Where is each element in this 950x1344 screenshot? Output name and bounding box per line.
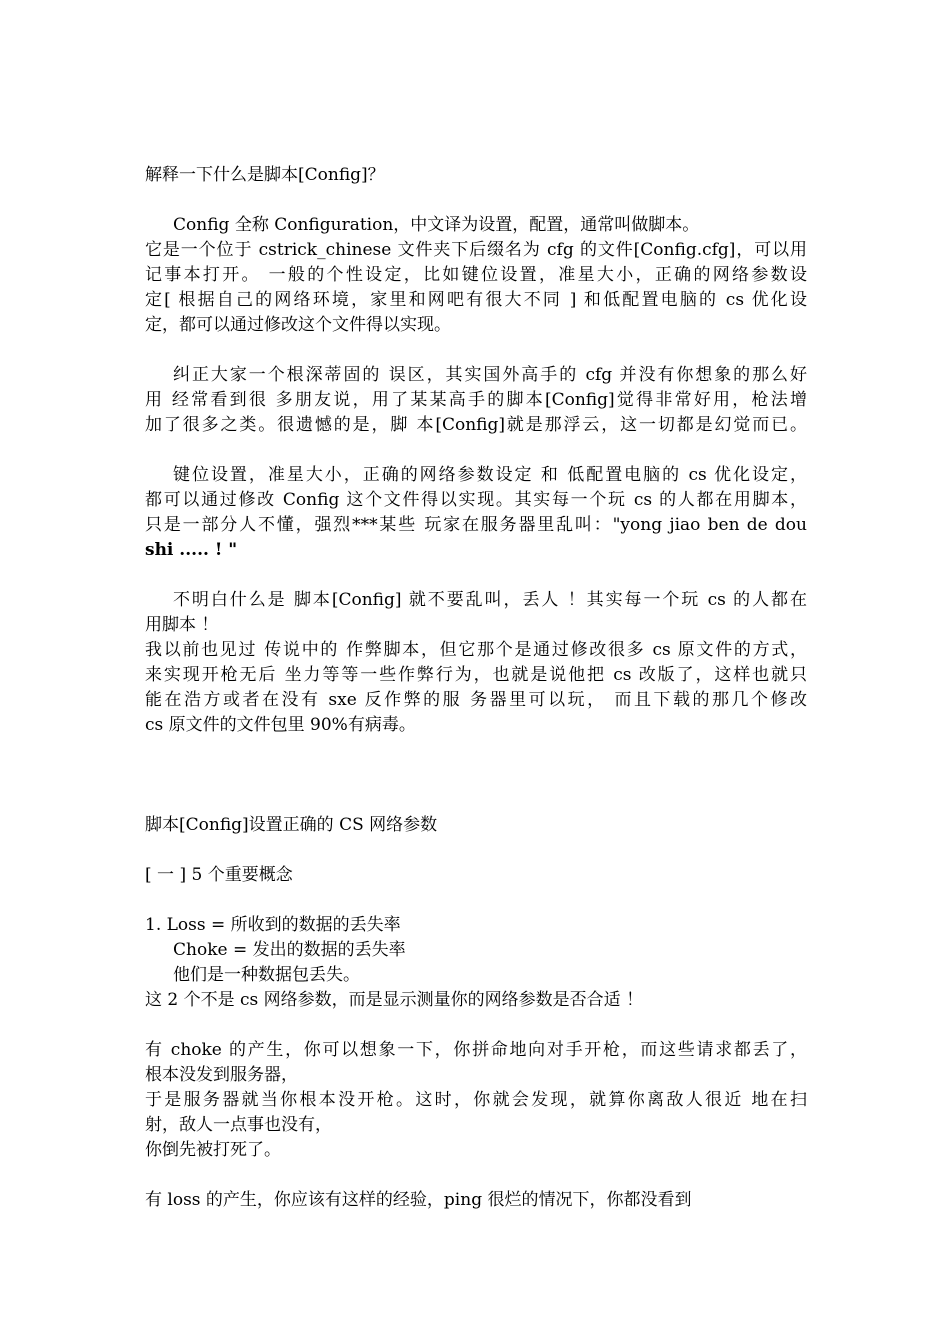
paragraph-line: 根本没发到服务器， <box>145 1065 298 1085</box>
paragraph-line: cs 原文件的文件包里 90%有病毒。 <box>145 715 416 735</box>
paragraph-line: 有 choke 的产生，你可以想象一下，你拼命地向对手开枪，而这些请求都丢了， <box>145 1040 807 1060</box>
paragraph-line: 来实现开枪无后 坐力等等一些作弊行为，也就是说他把 cs 改版了，这样也就只 <box>145 665 807 685</box>
paragraph-line: 键位设置，准星大小，正确的网络参数设定 和 低配置电脑的 cs 优化设定， <box>173 465 807 485</box>
paragraph-line: 于是服务器就当你根本没开枪。这时，你就会发现，就算你离敌人很近 地在扫 <box>145 1090 807 1110</box>
document-page <box>145 0 810 1344</box>
paragraph-line: 你倒先被打死了。 <box>145 1140 281 1160</box>
paragraph-line: 都可以通过修改 Config 这个文件得以实现。其实每一个玩 cs 的人都在用脚本， <box>145 490 807 510</box>
list-item-line: 这 2 个不是 cs 网络参数，而是显示测量你的网络参数是否合适 ！ <box>145 990 644 1010</box>
paragraph-line: 定，都可以通过修改这个文件得以实现。 <box>145 315 451 335</box>
paragraph-line: 用脚本 ！ <box>145 615 219 635</box>
paragraph-line: 加了很多之类。很遗憾的是，脚 本[Config]就是那浮云，这一切都是幻觉而已。 <box>145 415 807 435</box>
paragraph-line: 它是一个位于 cstrick_chinese 文件夹下后缀名为 cfg 的文件[Config.cfg]，可以用 <box>145 240 807 260</box>
paragraph-line: 定[ 根据自己的网络环境，家里和网吧有很大不同 ] 和低配置电脑的 cs 优化设 <box>145 290 807 310</box>
section-title: 脚本[Config]设置正确的 CS 网络参数 <box>145 815 438 835</box>
paragraph-line: 纠正大家一个根深蒂固的 误区，其实国外高手的 cfg 并没有你想象的那么好 <box>173 365 807 385</box>
paragraph-line: 射，敌人一点事也没有， <box>145 1115 332 1135</box>
paragraph-line: 只是一部分人不懂，强烈***某些 玩家在服务器里乱叫："yong jiao ben de dou <box>145 515 807 535</box>
paragraph-line: 不明白什么是 脚本[Config] 就不要乱叫，丢人 ！其实每一个玩 cs 的人都在 <box>173 590 807 610</box>
paragraph-line: Config 全称 Configuration，中文译为设置，配置，通常叫做脚本。 <box>173 215 700 235</box>
list-item: 1. Loss = 所收到的数据的丢失率 <box>145 915 401 935</box>
paragraph-line: 能在浩方或者在没有 sxe 反作弊的服 务器里可以玩， 而且下载的那几个修改 <box>145 690 807 710</box>
paragraph-line: 有 loss 的产生，你应该有这样的经验，ping 很烂的情况下，你都没看到 <box>145 1190 692 1210</box>
paragraph-line: 我以前也见过 传说中的 作弊脚本，但它那个是通过修改很多 cs 原文件的方式， <box>145 640 807 660</box>
list-item-line: 他们是一种数据包丢失。 <box>173 965 360 985</box>
paragraph-line: 记事本打开。 一般的个性设定，比如键位设置，准星大小，正确的网络参数设 <box>145 265 807 285</box>
list-item-line: Choke = 发出的数据的丢失率 <box>173 940 406 960</box>
subsection-title: [ 一 ] 5 个重要概念 <box>145 865 293 885</box>
doc-title: 解释一下什么是脚本[Config]？ <box>145 165 385 185</box>
paragraph-line: 用 经常看到很 多朋友说，用了某某高手的脚本[Config]觉得非常好用，枪法增 <box>145 390 807 410</box>
paragraph-line: shi ..... ! " <box>145 540 238 560</box>
